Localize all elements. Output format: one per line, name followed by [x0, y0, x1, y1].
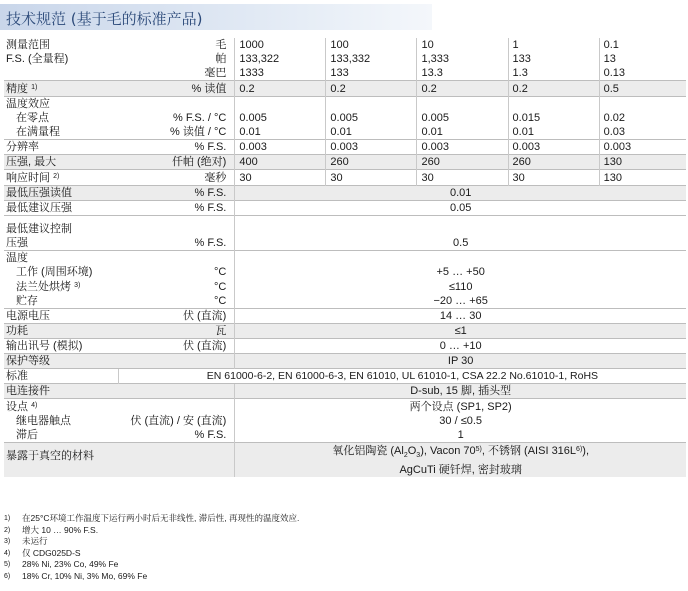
table-row	[4, 38, 686, 52]
cell: 30	[326, 170, 417, 186]
cell: 0.003	[235, 140, 326, 155]
row-label: 保护等级	[4, 354, 118, 369]
row-label: 标准	[4, 369, 118, 384]
table-row	[4, 251, 686, 266]
table-row	[4, 369, 686, 384]
page-title: 技术规范 (基于毛的标准产品)	[6, 10, 203, 28]
row-label: 最低压强读值	[4, 186, 118, 201]
table-row	[4, 265, 686, 279]
cell: 133,332	[326, 52, 417, 66]
row-unit: °C	[214, 266, 227, 278]
table-row	[4, 414, 686, 428]
cell: 130	[599, 155, 686, 170]
cell: 0.2	[235, 81, 326, 97]
cell: 0.02	[599, 111, 686, 125]
cell: 133	[508, 52, 599, 66]
row-label: 在满量程	[16, 126, 60, 138]
cell: 30	[508, 170, 599, 186]
cell: 260	[508, 155, 599, 170]
row-label: 压强, 最大	[4, 155, 118, 170]
cell: 0.01	[508, 125, 599, 140]
row-unit: % F.S.	[118, 201, 234, 216]
row-label: 最低建议控制	[6, 223, 72, 235]
footnote: 6) 18% Cr, 10% Ni, 3% Mo, 69% Fe	[4, 570, 148, 581]
cell: 133,322	[235, 52, 326, 66]
footnotes	[4, 513, 299, 582]
row-unit: % F.S.	[118, 186, 234, 201]
cell: 1000	[235, 38, 326, 52]
cell: 0.13	[599, 66, 686, 81]
cell: 0.005	[417, 111, 508, 125]
cell: 0.2	[326, 81, 417, 97]
cell: +5 … +50	[235, 265, 686, 279]
row-unit: °C	[214, 281, 227, 293]
cell: 0.01	[417, 125, 508, 140]
cell: 0.003	[508, 140, 599, 155]
footnote: 1) 在25°C环境工作温度下运行两小时后无非线性, 滞后性, 再现性的温度效应.	[4, 513, 300, 523]
table-row	[4, 324, 686, 339]
row-label: 电源电压	[4, 309, 118, 324]
cell: 130	[599, 170, 686, 186]
table-row	[4, 155, 686, 170]
cell: 0.01	[235, 125, 326, 140]
cell: 0.03	[599, 125, 686, 140]
table-row	[4, 384, 686, 399]
cell: 0.003	[326, 140, 417, 155]
table-row	[4, 354, 686, 369]
cell: ≤1	[235, 324, 686, 339]
table-row	[4, 294, 686, 309]
row-label: 贮存	[16, 295, 38, 307]
row-label: 在零点	[16, 112, 49, 124]
cell: 0.003	[417, 140, 508, 155]
cell: 260	[326, 155, 417, 170]
row-unit: % 读值 / °C	[169, 126, 227, 138]
table-row	[4, 111, 686, 125]
row-label: 工作 (周围环境)	[16, 266, 93, 278]
footnote: 4) 仅 CDG025D-S	[4, 547, 81, 558]
row-unit: 帕	[215, 53, 227, 65]
cell: ≤110	[235, 279, 686, 294]
row-label: 温度效应	[4, 97, 118, 112]
row-unit: % F.S.	[194, 429, 227, 441]
table-row	[4, 428, 686, 443]
cell: AgCuTi 硬钎焊, 密封玻璃	[235, 463, 686, 477]
table-row	[4, 52, 686, 66]
cell: 1,333	[417, 52, 508, 66]
table-row	[4, 66, 686, 81]
table-row	[4, 236, 686, 251]
table-row	[4, 97, 686, 112]
spec-table	[4, 38, 686, 477]
table-row	[4, 339, 686, 354]
row-unit: 仟帕 (绝对)	[118, 155, 234, 170]
row-unit: 瓦	[118, 324, 234, 339]
row-unit: 伏 (直流) / 安 (直流)	[130, 415, 227, 427]
cell: 0.01	[235, 186, 686, 201]
cell: 0.5	[235, 236, 686, 251]
cell: 1.3	[508, 66, 599, 81]
cell: 10	[417, 38, 508, 52]
cell: 30	[235, 170, 326, 186]
cell: 0.2	[417, 81, 508, 97]
cell: IP 30	[235, 354, 686, 369]
row-label: F.S. (全量程)	[6, 53, 69, 65]
cell: 0.5	[599, 81, 686, 97]
cell: 100	[326, 38, 417, 52]
title-bar	[0, 4, 432, 30]
row-label: 继电器触点	[16, 415, 71, 427]
row-label: 精度 $^{1)}$	[4, 81, 118, 97]
cell: 0 … +10	[235, 339, 686, 354]
cell: 133	[326, 66, 417, 81]
row-unit: 伏 (直流)	[118, 309, 234, 324]
cell: 两个设点 (SP1, SP2)	[235, 399, 686, 415]
cell: 1	[235, 428, 686, 443]
table-row	[4, 463, 686, 477]
row-unit: 毫秒	[118, 170, 234, 186]
row-label: 滞后	[16, 429, 38, 441]
row-unit: 毛	[215, 39, 227, 51]
cell: 0.2	[508, 81, 599, 97]
table-row	[4, 222, 686, 236]
row-label: 压强	[6, 237, 28, 249]
row-label: 温度	[4, 251, 118, 266]
row-label: 分辨率	[4, 140, 118, 155]
row-unit: °C	[214, 295, 227, 307]
cell: 0.005	[326, 111, 417, 125]
row-unit: % 读值	[118, 81, 234, 97]
cell: 30	[417, 170, 508, 186]
table-row	[4, 186, 686, 201]
table-row	[4, 201, 686, 216]
row-label: 电连接件	[4, 384, 118, 399]
row-unit: % F.S. / °C	[173, 112, 227, 124]
footnote: 3) 未运行	[4, 536, 48, 546]
table-row	[4, 125, 686, 140]
cell: 14 … 30	[235, 309, 686, 324]
table-row	[4, 443, 686, 464]
table-row	[4, 399, 686, 415]
cell: 260	[417, 155, 508, 170]
cell: 氧化铝陶瓷 $(Al_2O_3)$, Vacon 70$^{5)}$, 不锈钢 (AISI $316L^{6)}$),	[235, 443, 686, 464]
row-label: 设点 $^{4)}$	[4, 399, 118, 415]
row-unit: % F.S.	[194, 237, 227, 249]
table-row	[4, 279, 686, 294]
cell: 0.01	[326, 125, 417, 140]
row-label: 输出讯号 (模拟)	[4, 339, 118, 354]
cell: 0.05	[235, 201, 686, 216]
row-label: 响应时间 $^{2)}$	[4, 170, 118, 186]
row-label: 暴露于真空的材料	[4, 443, 118, 464]
row-unit: 毫巴	[204, 67, 227, 79]
row-unit: % F.S.	[118, 140, 234, 155]
footnote: 2) 增大 10 … 90% F.S.	[4, 524, 99, 535]
table-row	[4, 309, 686, 324]
row-label: 法兰处烘烤 $^{3)}$	[16, 281, 81, 293]
footnote: 5) 28% Ni, 23% Co, 49% Fe	[4, 559, 119, 569]
cell: 13	[599, 52, 686, 66]
table-row	[4, 81, 686, 97]
row-label: 最低建议压强	[4, 201, 118, 216]
cell: EN 61000-6-2, EN 61000-6-3, EN 61010, UL 61010-1, CSA 22.2 No.61010-1, RoHS	[118, 369, 686, 384]
cell: D-sub, 15 脚, 插头型	[235, 384, 686, 399]
table-row	[4, 170, 686, 186]
cell: 1333	[235, 66, 326, 81]
cell: 0.005	[235, 111, 326, 125]
cell: −20 … +65	[235, 294, 686, 309]
row-label: 功耗	[4, 324, 118, 339]
cell: 0.015	[508, 111, 599, 125]
cell: 13.3	[417, 66, 508, 81]
cell: 0.1	[599, 38, 686, 52]
cell: 30 / ≤0.5	[235, 414, 686, 428]
cell: 1	[508, 38, 599, 52]
cell: 0.003	[599, 140, 686, 155]
row-unit: 伏 (直流)	[118, 339, 234, 354]
row-label: 测量范围	[6, 39, 50, 51]
table-row	[4, 140, 686, 155]
cell: 400	[235, 155, 326, 170]
